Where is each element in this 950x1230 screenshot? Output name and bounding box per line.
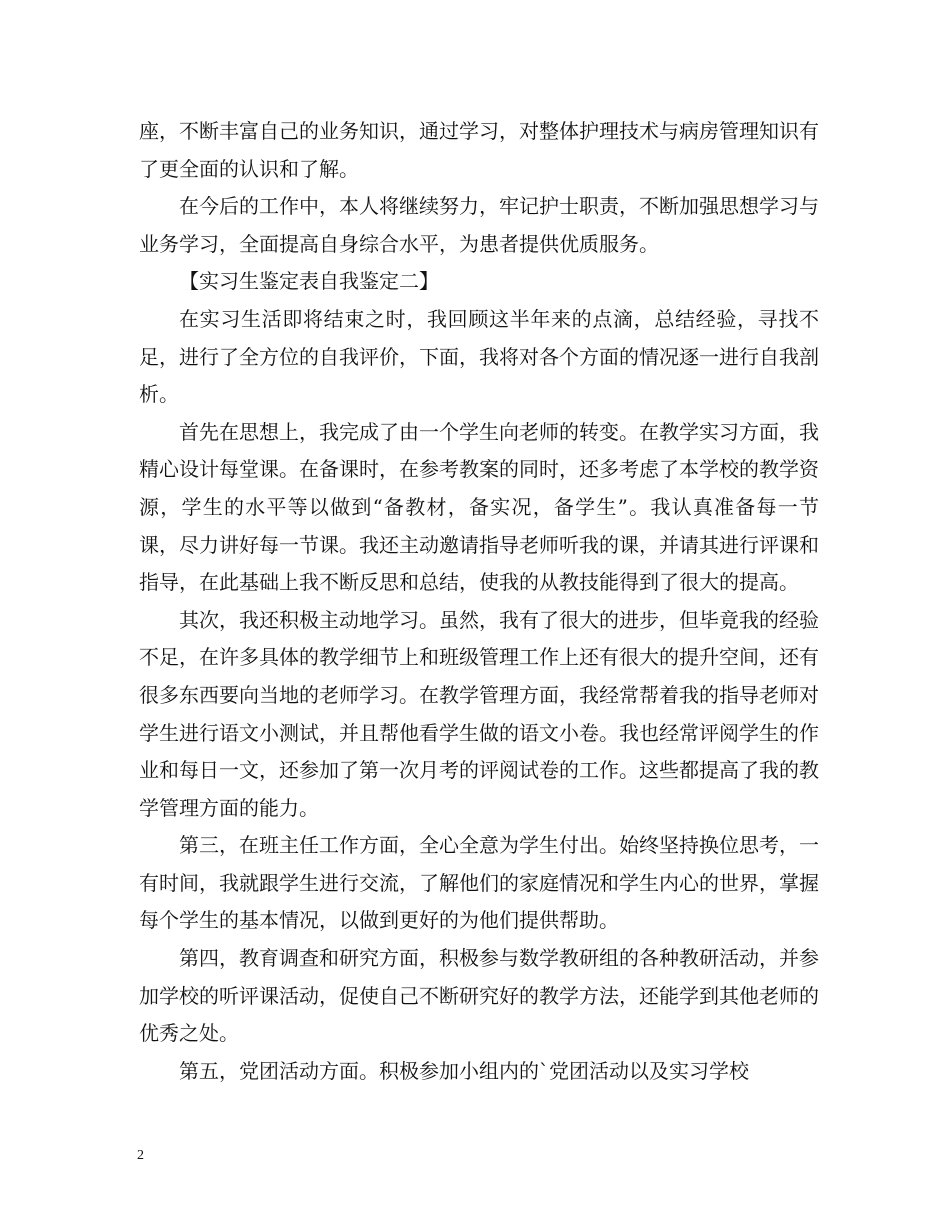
paragraph: 首先在思想上，我完成了由一个学生向老师的转变。在教学实习方面，我精心设计每堂课。在备课时，在参考教案的同时，还多考虑了本学校的教学资源，学生的水平等以做到“备教材，备实况，备学生”。我认真准备每一节课，尽力讲好每一节课。我还主动邀请指导老师听我的课，并请其进行评课和指导，在此基础上我不断反思和总结，使我的从教技能得到了很大的提高。: [139, 419, 819, 595]
paragraph-continuation: 座，不断丰富自己的业务知识，通过学习，对整体护理技术与病房管理知识有了更全面的认识和了解。: [139, 119, 819, 181]
paragraph: 其次，我还积极主动地学习。虽然，我有了很大的进步，但毕竟我的经验不足，在许多具体的教学细节上和班级管理工作上还有很大的提升空间，还有很多东西要向当地的老师学习。在教学管理方面，我经常帮着我的指导老师对学生进行语文小测试，并且帮他看学生做的语文小卷。我也经常评阅学生的作业和每日一文，还参加了第一次月考的评阅试卷的工作。这些都提高了我的教学管理方面的能力。: [139, 607, 819, 820]
paragraph: 第四，教育调查和研究方面，积极参与数学教研组的各种教研活动，并参加学校的听评课活动，促使自己不断研究好的教学方法，还能学到其他老师的优秀之处。: [139, 946, 819, 1046]
document-body: [139, 113, 819, 1090]
section-heading: 【实习生鉴定表自我鉴定二】: [179, 269, 439, 294]
paragraph: 第三，在班主任工作方面，全心全意为学生付出。始终坚持换位思考，一有时间，我就跟学生进行交流，了解他们的家庭情况和学生内心的世界，掌握每个学生的基本情况，以做到更好的为他们提供帮助。: [139, 833, 819, 933]
paragraph: 在实习生活即将结束之时，我回顾这半年来的点滴，总结经验，寻找不足，进行了全方位的自我评价，下面，我将对各个方面的情况逐一进行自我剖析。: [139, 306, 819, 407]
paragraph: 在今后的工作中，本人将继续努力，牢记护士职责，不断加强思想学习与业务学习，全面提高自身综合水平，为患者提供优质服务。: [139, 194, 819, 256]
page-number: 2: [137, 1148, 144, 1163]
paragraph: 第五，党团活动方面。积极参加小组内的`党团活动以及实习学校: [179, 1058, 749, 1083]
